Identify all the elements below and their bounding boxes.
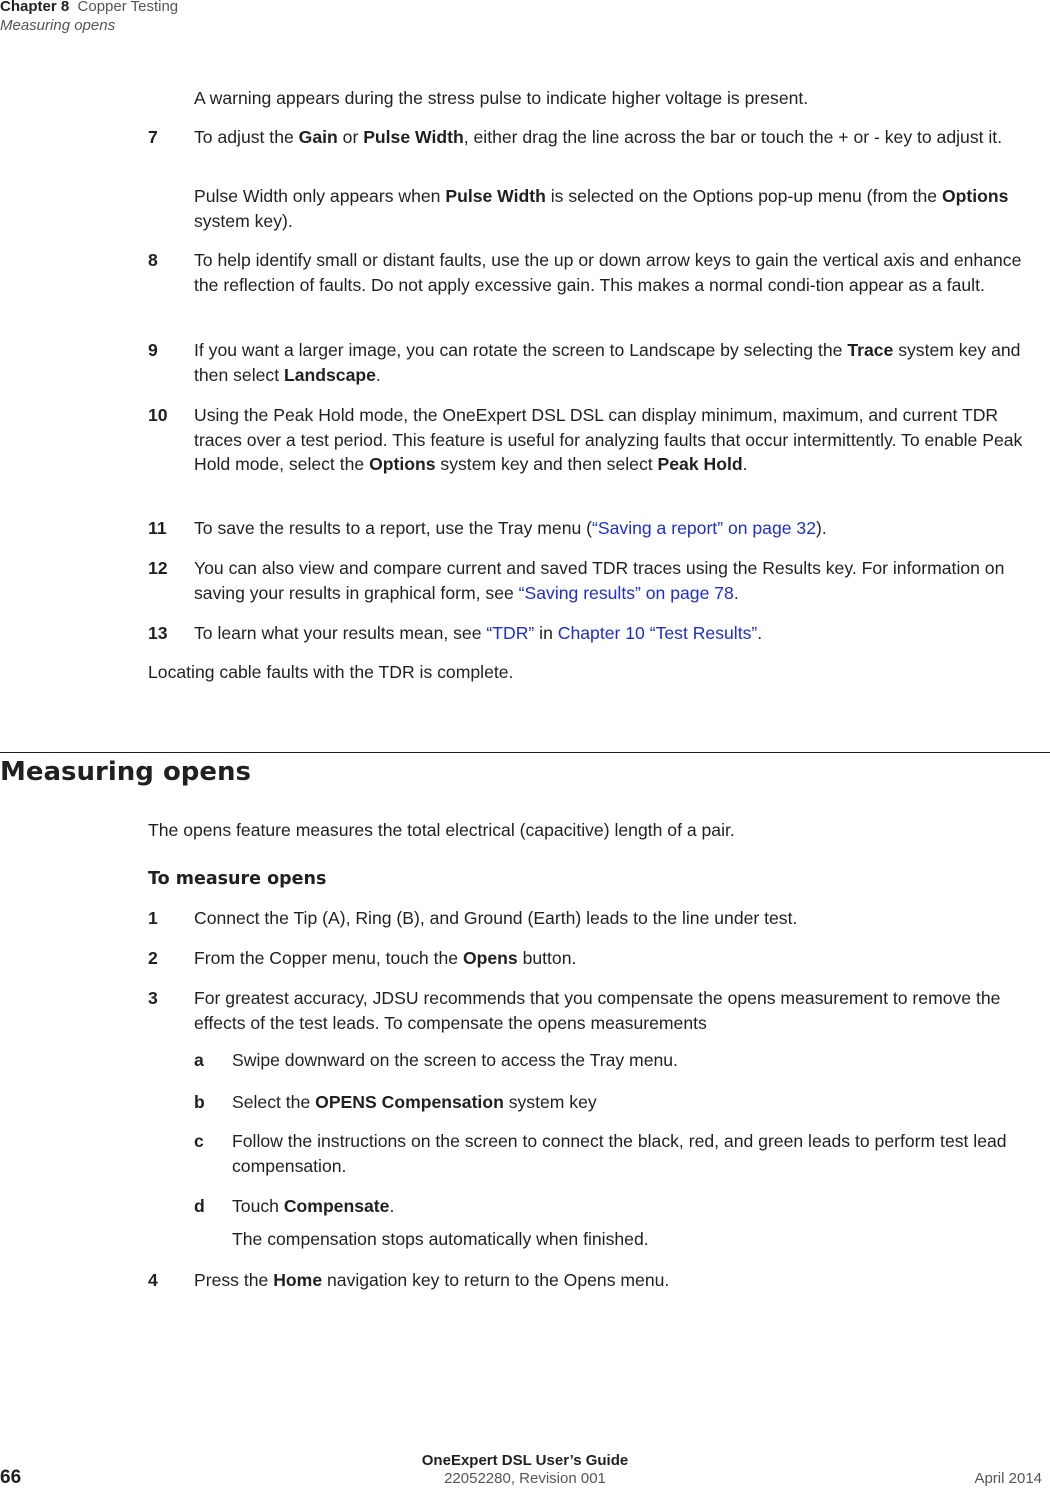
- step-11-text: To save the results to a report, use the Tray menu (“Saving a report” on page 32).: [194, 518, 827, 538]
- step-7-note: Pulse Width only appears when Pulse Width is selected on the Options pop-up menu (from the Options system key).: [194, 186, 1009, 231]
- opens-step-1-text: Connect the Tip (A), Ring (B), and Ground (Earth) leads to the line under test.: [194, 908, 798, 928]
- step-number: 3: [148, 988, 158, 1008]
- procedure-title: To measure opens: [148, 869, 327, 889]
- substep-letter: d: [194, 1196, 205, 1216]
- substep-d-text: Touch Compensate.: [232, 1196, 395, 1216]
- intro-warning: A warning appears during the stress pulse to indicate higher voltage is present.: [194, 88, 809, 108]
- running-header: [0, 0, 178, 35]
- step-12-text: You can also view and compare current and saved TDR traces using the Results key. For information on saving your results in graphical form, see “Saving results” on page 78.: [194, 558, 1005, 603]
- step-number: 9: [148, 340, 158, 360]
- step-number: 7: [148, 127, 158, 147]
- footer-date: April 2014: [974, 1470, 1042, 1487]
- step-number: 1: [148, 908, 158, 928]
- step-number: 10: [148, 405, 168, 425]
- page-number: 66: [0, 1467, 22, 1488]
- step-13-text: To learn what your results mean, see “TDR” in Chapter 10 “Test Results”.: [194, 623, 763, 643]
- step-10-text: Using the Peak Hold mode, the OneExpert DSL DSL can display minimum, maximum, and current TDR traces over a test period. This feature is useful for analyzing faults that occur intermittently. To enable Peak Hold mode, select the Options system key and then select Peak Hold.: [194, 405, 1023, 474]
- step-number: 12: [148, 558, 168, 578]
- substep-c-text: Follow the instructions on the screen to connect the black, red, and green leads to perform test lead compensation.: [232, 1131, 1007, 1176]
- tdr-complete-text: Locating cable faults with the TDR is complete.: [148, 662, 514, 682]
- substep-a-text: Swipe downward on the screen to access the Tray menu.: [232, 1050, 678, 1070]
- opens-step-4-text: Press the Home navigation key to return to the Opens menu.: [194, 1270, 670, 1290]
- opens-step-3-text: For greatest accuracy, JDSU recommends that you compensate the opens measurement to remove the effects of the test leads. To compensate the opens measurements: [194, 988, 1001, 1033]
- step-8-text: To help identify small or distant faults, use the up or down arrow keys to gain the vertical axis and enhance the reflection of faults. Do not apply excessive gain. This makes a normal condi-tion appear as a fault.: [194, 250, 1022, 295]
- substep-letter: b: [194, 1092, 205, 1112]
- section-label: Measuring opens: [0, 17, 116, 34]
- tdr-link[interactable]: “TDR”: [486, 623, 535, 643]
- footer-guide-title: OneExpert DSL User’s Guide: [421, 1452, 629, 1469]
- substep-d-note: The compensation stops automatically when finished.: [232, 1229, 649, 1249]
- chapter-label: Chapter 8: [0, 0, 70, 15]
- substep-letter: a: [194, 1050, 204, 1070]
- opens-step-2-text: From the Copper menu, touch the Opens button.: [194, 948, 577, 968]
- saving-report-link[interactable]: “Saving a report” on page 32: [592, 518, 816, 538]
- step-9-text: If you want a larger image, you can rotate the screen to Landscape by selecting the Trace system key and then select Landscape.: [194, 340, 1021, 385]
- step-number: 13: [148, 623, 168, 643]
- substep-letter: c: [194, 1131, 204, 1151]
- step-number: 2: [148, 948, 158, 968]
- step-number: 11: [148, 518, 167, 538]
- section-divider: [0, 752, 1050, 753]
- section-title: Measuring opens: [0, 757, 252, 787]
- step-number: 4: [148, 1270, 158, 1290]
- footer-doc-revision: 22052280, Revision 001: [444, 1470, 606, 1487]
- substep-b-text: Select the OPENS Compensation system key: [232, 1092, 597, 1112]
- saving-results-link[interactable]: “Saving results” on page 78: [518, 582, 734, 603]
- step-number: 8: [148, 250, 158, 270]
- step-7-text: To adjust the Gain or Pulse Width, either drag the line across the bar or touch the + or - key to adjust it.: [194, 127, 1003, 147]
- chapter-title: Copper Testing: [77, 0, 179, 15]
- chapter-10-link[interactable]: Chapter 10 “Test Results”: [557, 623, 758, 643]
- section-intro: The opens feature measures the total electrical (capacitive) length of a pair.: [148, 820, 735, 840]
